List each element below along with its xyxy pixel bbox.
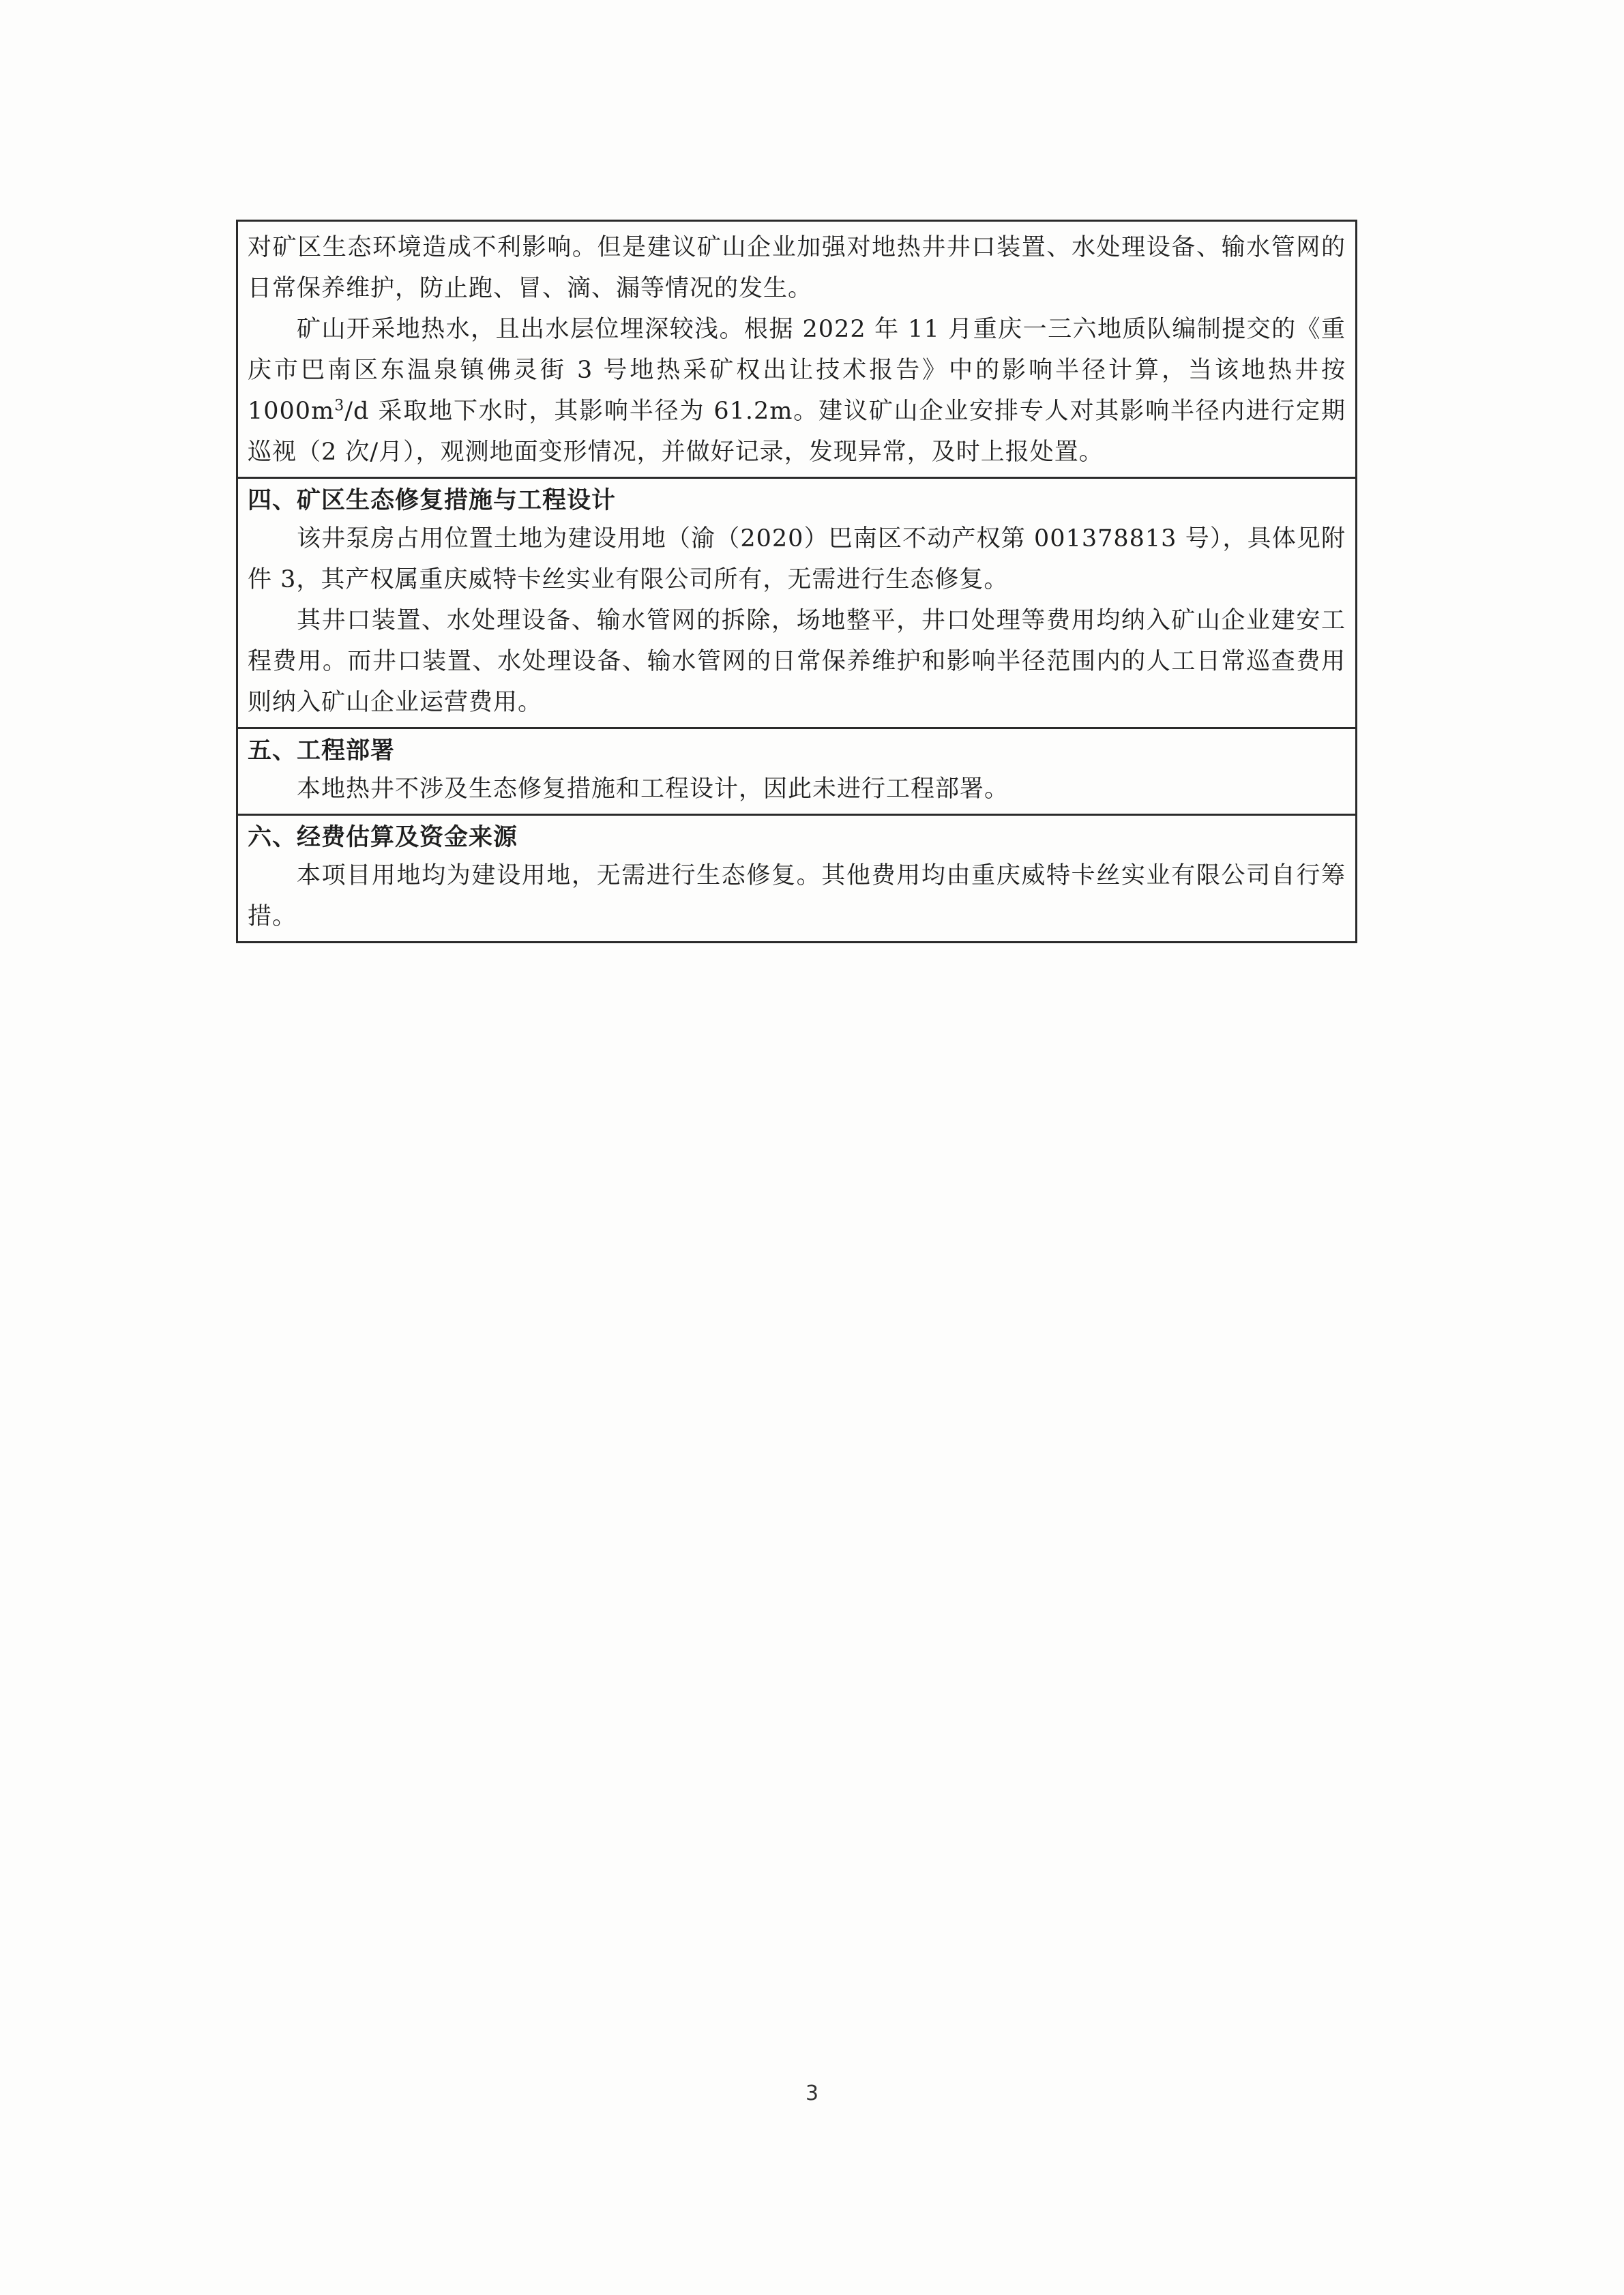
section-5-heading-row bbox=[238, 727, 1355, 769]
section-6-body bbox=[238, 855, 1355, 941]
section-5-body bbox=[238, 769, 1355, 814]
section-4-paragraph-1: 该井泵房占用位置土地为建设用地（渝（2020）巴南区不动产权第 001378813 号），具体见附件 3，其产权属重庆威特卡丝实业有限公司所有，无需进行生态修复。 bbox=[248, 525, 1346, 593]
section-6-heading: 六、经费估算及资金来源 bbox=[248, 824, 518, 851]
continuation-paragraph-2 bbox=[238, 309, 1355, 473]
section-6-paragraph-1: 本项目用地均为建设用地，无需进行生态修复。其他费用均由重庆威特卡丝实业有限公司自行筹措。 bbox=[248, 862, 1346, 930]
page-number: 3 bbox=[805, 2082, 819, 2105]
continuation-row bbox=[238, 222, 1355, 477]
section-4-body bbox=[238, 518, 1355, 727]
section-6-heading-row bbox=[238, 814, 1355, 855]
superscript-3: 3 bbox=[334, 397, 345, 415]
section-4-paragraph-2: 其井口装置、水处理设备、输水管网的拆除，场地整平，井口处理等费用均纳入矿山企业建安工程费用。而井口装置、水处理设备、输水管网的日常保养维护和影响半径范围内的人工日常巡查费用则纳入矿山企业运营费用。 bbox=[248, 607, 1346, 716]
content-table bbox=[236, 220, 1357, 943]
section-4-heading-row bbox=[238, 477, 1355, 518]
continuation-paragraph-2-part-b: /d 采取地下水时，其影响半径为 61.2m。建议矿山企业安排专人对其影响半径内进行定期巡视（2 次/月），观测地面变形情况，并做好记录，发现异常，及时上报处置。 bbox=[248, 398, 1346, 466]
section-4-heading: 四、矿区生态修复措施与工程设计 bbox=[248, 487, 617, 514]
continuation-paragraph-2-part-a: 矿山开采地热水，且出水层位埋深较浅。根据 2022 年 11 月重庆一三六地质队编制提交的《重庆市巴南区东温泉镇佛灵街 3 号地热采矿权出让技术报告》中的影响半径计算，当该地热井按 1000m bbox=[248, 316, 1346, 425]
section-5-heading: 五、工程部署 bbox=[248, 737, 396, 765]
section-5-paragraph-1: 本地热井不涉及生态修复措施和工程设计，因此未进行工程部署。 bbox=[297, 775, 1009, 803]
continuation-paragraph-1: 对矿区生态环境造成不利影响。但是建议矿山企业加强对地热井井口装置、水处理设备、输水管网的日常保养维护，防止跑、冒、滴、漏等情况的发生。 bbox=[248, 234, 1346, 302]
